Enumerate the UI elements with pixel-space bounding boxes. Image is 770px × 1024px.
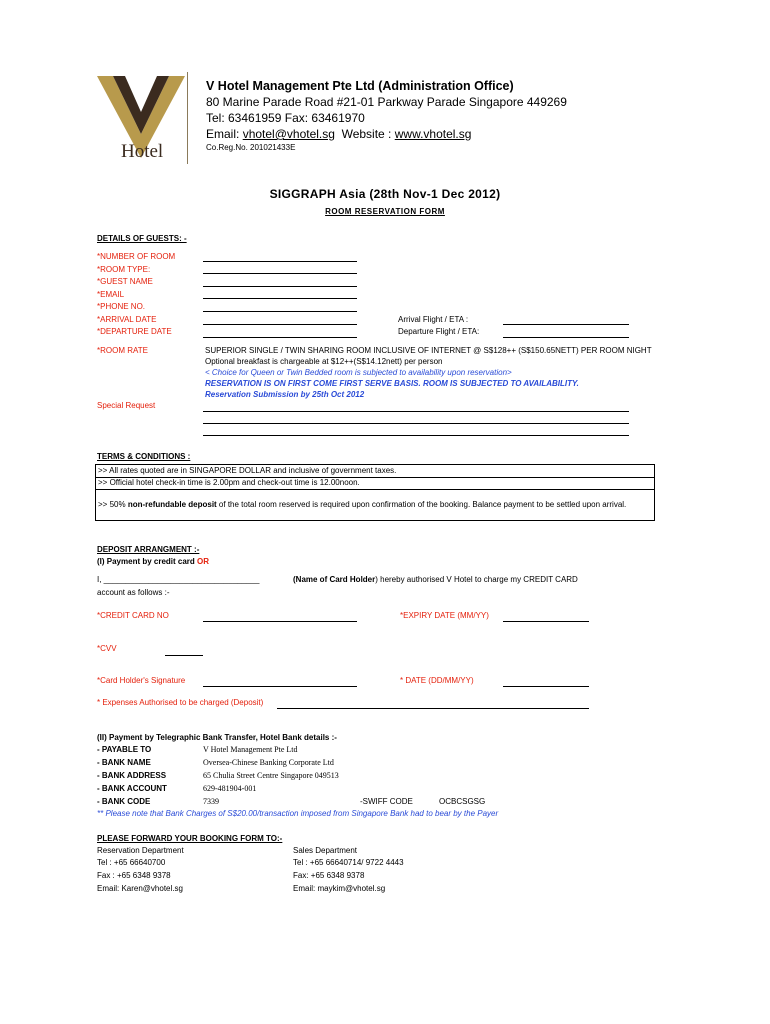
bank-row-value: V Hotel Management Pte Ltd <box>203 745 298 754</box>
terms-line-currency: >> All rates quoted are in SINGAPORE DOLLAR and inclusive of government taxes. <box>98 466 397 475</box>
company-name: V Hotel Management Pte Ltd (Administration Office) <box>206 79 514 93</box>
sales-tel: Tel : +65 66640714/ 9722 4443 <box>293 858 404 867</box>
input-guest-name[interactable] <box>203 286 357 287</box>
bank-row-label: - BANK CODE <box>97 797 151 806</box>
authorisation-text: (Name of Card Holder) hereby authorised V Hotel to charge my CREDIT CARD <box>293 575 578 584</box>
field-phone: *PHONE NO. <box>97 302 146 311</box>
bank-row-label: - BANK ADDRESS <box>97 771 167 780</box>
company-contact: Email: vhotel@vhotel.sg Website : www.vhotel.sg <box>206 127 472 141</box>
input-date[interactable] <box>503 686 589 687</box>
input-cvv[interactable] <box>165 655 203 656</box>
header-divider <box>187 72 188 164</box>
special-request-line-1[interactable] <box>203 411 629 412</box>
breakfast-line: Optional breakfast is chargeable at $12++(S$14.12nett) per person <box>205 357 443 366</box>
input-signature[interactable] <box>203 686 357 687</box>
form-title: SIGGRAPH Asia (28th Nov-1 Dec 2012) <box>269 187 501 201</box>
input-arrival-flight[interactable] <box>503 324 629 325</box>
field-email: *EMAIL <box>97 290 125 299</box>
input-number-of-room[interactable] <box>203 261 357 262</box>
room-choice-note: < Choice for Queen or Twin Bedded room is subjected to availability upon reservation> <box>205 368 512 377</box>
email-link[interactable]: vhotel@vhotel.sg <box>242 127 335 141</box>
website-link[interactable]: www.vhotel.sg <box>394 127 472 141</box>
company-address: 80 Marine Parade Road #21-01 Parkway Parade Singapore 449269 <box>206 95 567 109</box>
swift-code-label: -SWIFF CODE <box>360 797 413 806</box>
field-number-of-room: *NUMBER OF ROOM <box>97 252 176 261</box>
input-phone[interactable] <box>203 311 357 312</box>
authorisation-text-2: account as follows :- <box>97 588 170 597</box>
credit-card-no-label: *CREDIT CARD NO <box>97 611 169 620</box>
sales-fax: Fax: +65 6348 9378 <box>293 871 365 880</box>
company-reg-no: Co.Reg.No. 201021433E <box>206 143 296 152</box>
input-room-type[interactable] <box>203 273 357 274</box>
signature-label: *Card Holder's Signature <box>97 676 186 685</box>
bank-row-value: 7339 <box>203 797 219 806</box>
bank-row-label: - BANK ACCOUNT <box>97 784 167 793</box>
expenses-label: * Expenses Authorised to be charged (Deposit) <box>97 698 264 707</box>
room-rate-label: *ROOM RATE <box>97 346 148 355</box>
bank-row-label: - PAYABLE TO <box>97 745 152 754</box>
room-rate-line: SUPERIOR SINGLE / TWIN SHARING ROOM INCLUSIVE OF INTERNET @ S$128++ (S$150.65NETT) PER ROOM NIGHT <box>205 346 652 355</box>
input-arrival-date[interactable] <box>203 324 357 325</box>
date-label: * DATE (DD/MM/YY) <box>400 676 474 685</box>
sales-email[interactable]: Email: maykim@vhotel.sg <box>293 884 386 893</box>
input-expiry-date[interactable] <box>503 621 589 622</box>
card-holder-name-blank[interactable]: I, ___________________________________ <box>97 575 260 584</box>
special-request-line-3[interactable] <box>203 435 629 436</box>
submission-deadline: Reservation Submission by 25th Oct 2012 <box>205 390 365 399</box>
field-departure-date: *DEPARTURE DATE <box>97 327 172 336</box>
forward-heading: PLEASE FORWARD YOUR BOOKING FORM TO:- <box>97 834 283 843</box>
field-guest-name: *GUEST NAME <box>97 277 153 286</box>
terms-box <box>95 464 655 521</box>
reservation-department: Reservation Department <box>97 846 184 855</box>
terms-line-checkin: >> Official hotel check-in time is 2.00pm and check-out time is 12.00noon. <box>98 478 360 487</box>
terms-heading: TERMS & CONDITIONS : <box>97 452 191 461</box>
credit-card-option: (I) Payment by credit card OR <box>97 557 210 566</box>
deposit-heading: DEPOSIT ARRANGMENT :- <box>97 545 200 554</box>
expiry-date-label: *EXPIRY DATE (MM/YY) <box>400 611 489 620</box>
sales-department: Sales Department <box>293 846 358 855</box>
bank-charges-note: ** Please note that Bank Charges of S$20.00/transaction imposed from Singapore Bank had to bear by the Payer <box>97 809 499 818</box>
special-request-line-2[interactable] <box>203 423 629 424</box>
arrival-flight-label: Arrival Flight / ETA : <box>398 315 469 324</box>
input-email[interactable] <box>203 298 357 299</box>
terms-divider-2 <box>96 489 654 490</box>
bank-row-label: - BANK NAME <box>97 758 151 767</box>
reservation-tel: Tel : +65 66640700 <box>97 858 166 867</box>
company-tel-fax: Tel: 63461959 Fax: 63461970 <box>206 111 365 125</box>
guests-heading: DETAILS OF GUESTS: - <box>97 234 187 243</box>
field-arrival-date: *ARRIVAL DATE <box>97 315 157 324</box>
bank-row-value: 65 Chulia Street Centre Singapore 049513 <box>203 771 339 780</box>
bank-row-value: 629-481904-001 <box>203 784 257 793</box>
input-credit-card-no[interactable] <box>203 621 357 622</box>
reservation-fax: Fax : +65 6348 9378 <box>97 871 171 880</box>
bank-heading: (II) Payment by Telegraphic Bank Transfer, Hotel Bank details :- <box>97 733 337 742</box>
input-departure-date[interactable] <box>203 337 357 338</box>
special-request-label: Special Request <box>97 401 156 410</box>
cvv-label: *CVV <box>97 644 117 653</box>
input-departure-flight[interactable] <box>503 337 629 338</box>
reservation-email[interactable]: Email: Karen@vhotel.sg <box>97 884 183 893</box>
input-expenses[interactable] <box>277 708 589 709</box>
departure-flight-label: Departure Flight / ETA: <box>398 327 480 336</box>
bank-row-value: Oversea-Chinese Banking Corporate Ltd <box>203 758 334 767</box>
swift-code-value: OCBCSGSG <box>439 797 486 806</box>
logo-wordmark: Hotel <box>121 141 164 162</box>
form-subtitle: ROOM RESERVATION FORM <box>325 207 445 216</box>
terms-line-deposit: >> 50% non-refundable deposit of the total room reserved is required upon confirmation of the booking. Balance payment to be settled upon arrival. <box>98 500 627 509</box>
first-come-note: RESERVATION IS ON FIRST COME FIRST SERVE BASIS. ROOM IS SUBJECTED TO AVAILABILITY. <box>205 379 579 388</box>
field-room-type: *ROOM TYPE: <box>97 265 151 274</box>
